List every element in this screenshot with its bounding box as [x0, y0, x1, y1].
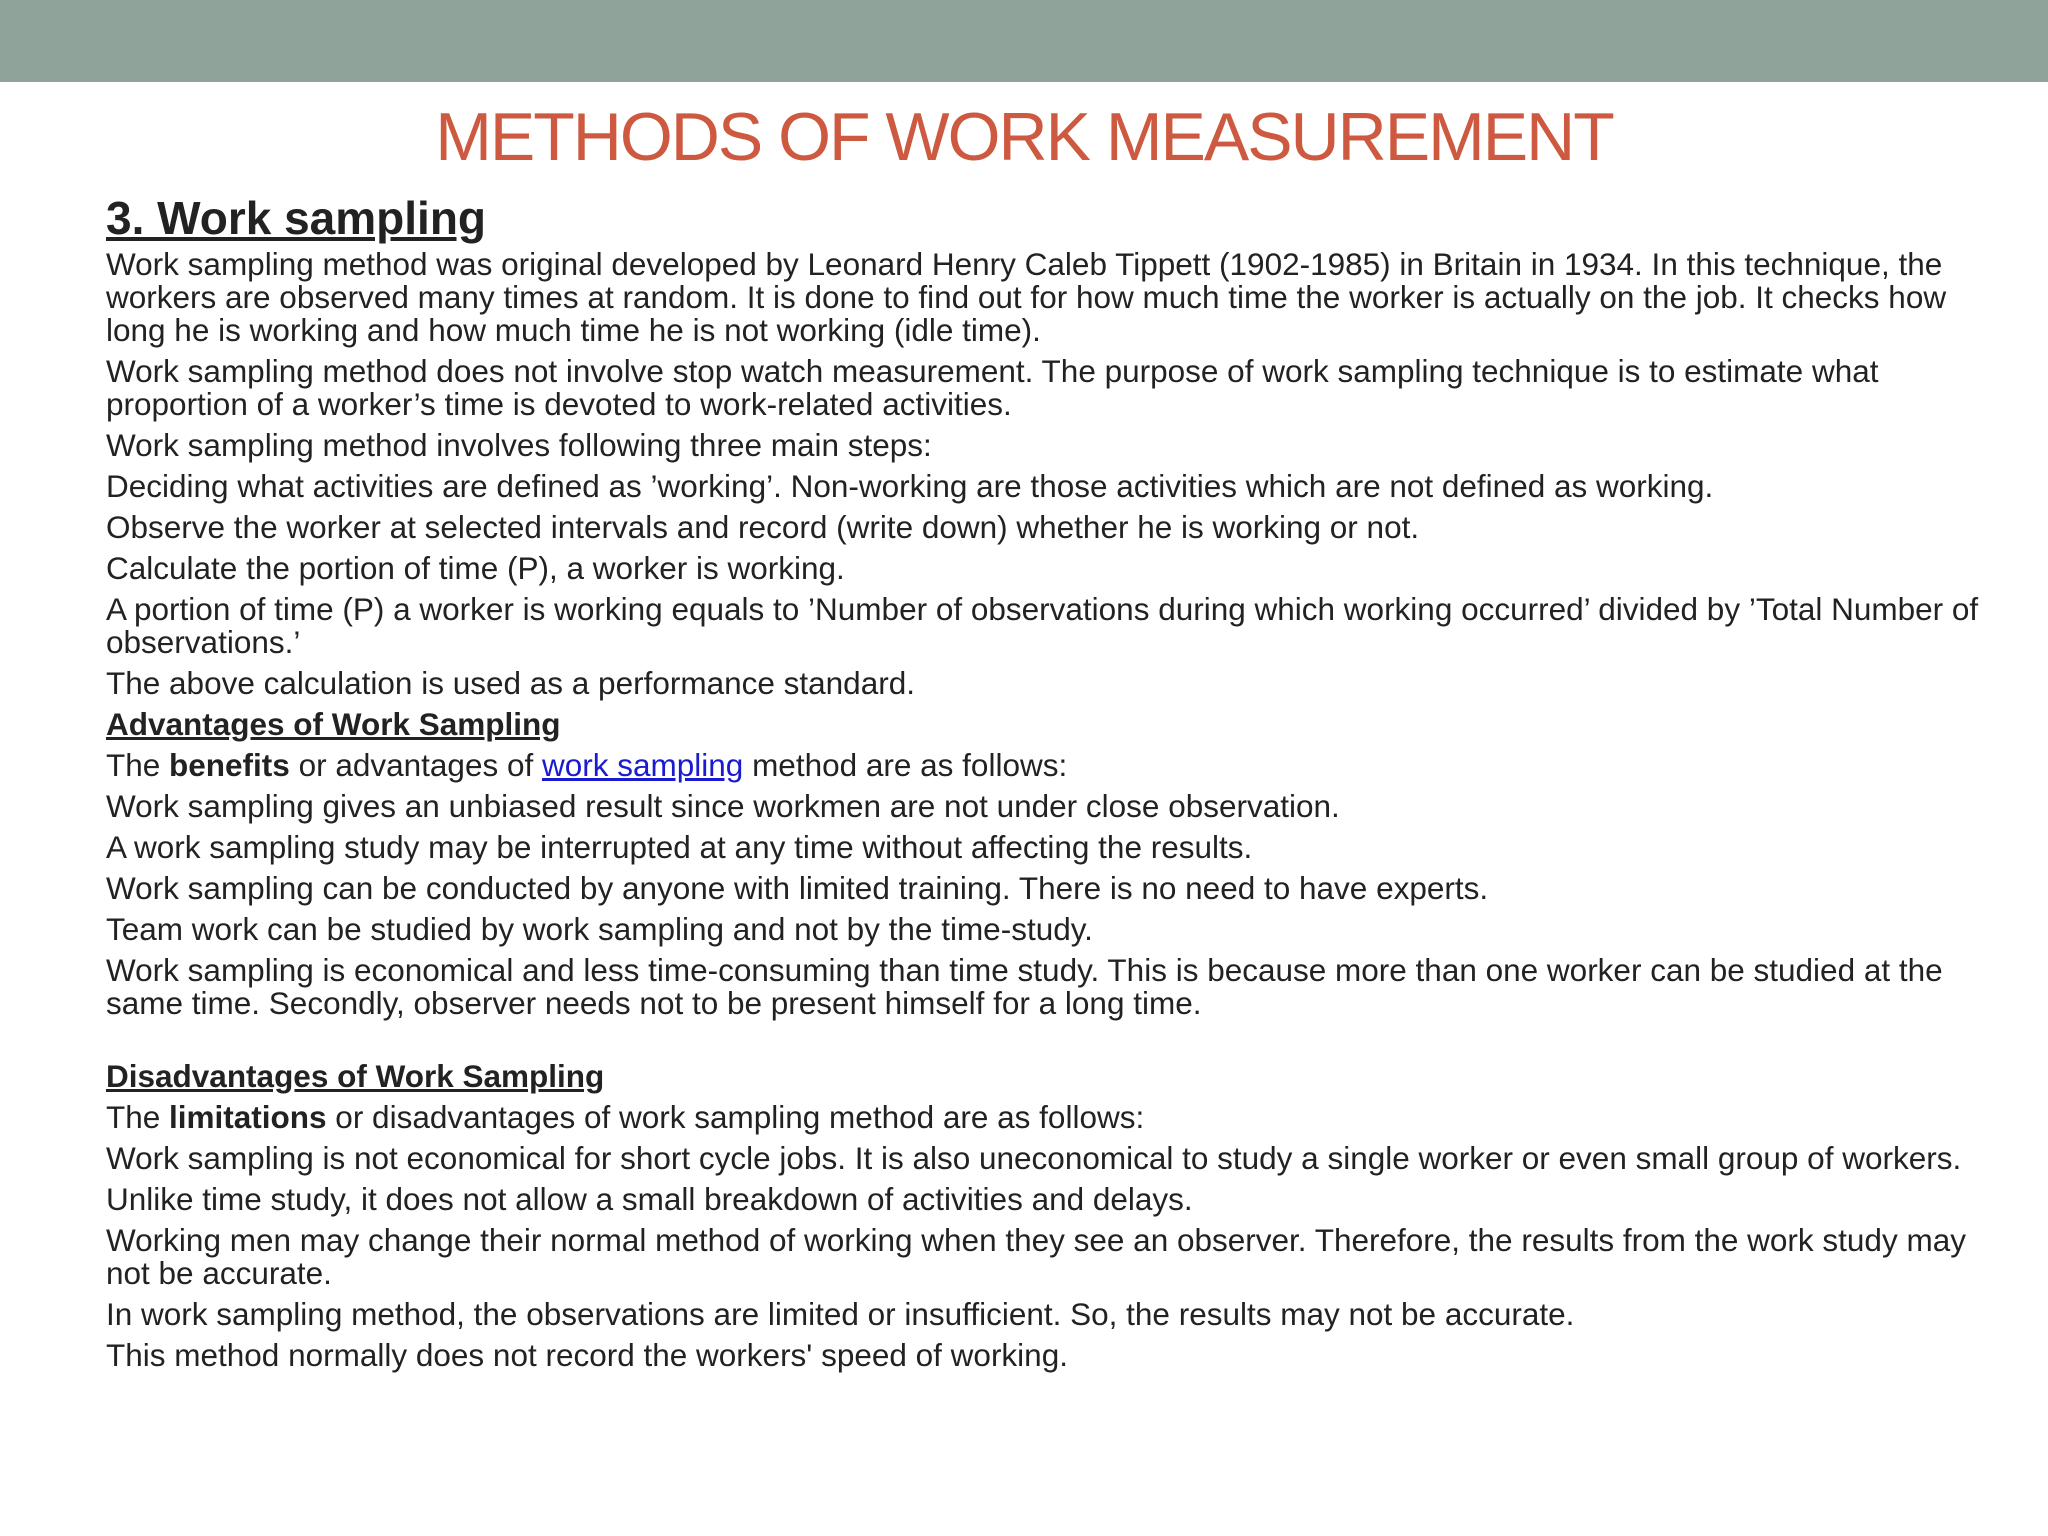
disadvantages-heading: Disadvantages of Work Sampling [106, 1058, 605, 1094]
disadvantages-intro-suffix: or disadvantages of work sampling method are as follows: [326, 1099, 1145, 1135]
advantage-item-1: Work sampling gives an unbiased result since workmen are not under close observation. [106, 788, 1340, 824]
disadvantage-item-1: Work sampling is not economical for short cycle jobs. It is also uneconomical to study a single worker or even small group of workers. [106, 1140, 1962, 1176]
disadvantage-item-5: This method normally does not record the workers' speed of working. [106, 1337, 1068, 1373]
advantage-item-4: Team work can be studied by work sampling and not by the time-study. [106, 911, 1093, 947]
intro-paragraph-2: Work sampling method does not involve stop watch measurement. The purpose of work sampling technique is to estimate what proportion of a worker’s time is devoted to work-related activities. [106, 353, 1879, 422]
advantages-heading: Advantages of Work Sampling [106, 706, 561, 742]
advantage-item-2: A work sampling study may be interrupted at any time without affecting the results. [106, 829, 1253, 865]
disadvantage-item-4: In work sampling method, the observations are limited or insufficient. So, the results may not be accurate. [106, 1296, 1575, 1332]
disadvantages-intro-bold: limitations [169, 1099, 327, 1135]
step-1: Deciding what activities are defined as ’working’. Non-working are those activities which are not defined as working. [106, 468, 1714, 504]
formula-paragraph: A portion of time (P) a worker is working equals to ’Number of observations during which working occurred’ divided by ’Total Number of observations.’ [106, 591, 1979, 660]
performance-standard-paragraph: The above calculation is used as a performance standard. [106, 665, 915, 701]
intro-paragraph-3: Work sampling method involves following three main steps: [106, 427, 932, 463]
advantage-item-5: Work sampling is economical and less time-consuming than time study. This is because more than one worker can be studied at the same time. Secondly, observer needs not to be present himself for a long time. [106, 952, 1943, 1021]
section-heading: 3. Work sampling [106, 192, 487, 244]
intro-paragraph-1: Work sampling method was original developed by Leonard Henry Caleb Tippett (1902-1985) in Britain in 1934. In this technique, the workers are observed many times at random. It is done to find out for how much time the worker is actually on the job. It checks how long he is working and how much time he is not working (idle time). [106, 246, 1947, 348]
slide-title: METHODS OF WORK MEASUREMENT [435, 99, 1613, 175]
advantages-intro [106, 749, 1986, 782]
section-spacer [106, 1028, 1986, 1060]
top-banner [0, 0, 2048, 82]
disadvantages-intro-prefix: The [106, 1099, 170, 1135]
disadvantage-item-2: Unlike time study, it does not allow a small breakdown of activities and delays. [106, 1181, 1193, 1217]
work-sampling-link[interactable]: work sampling [541, 747, 744, 783]
slide-content [106, 190, 1986, 1380]
step-2: Observe the worker at selected intervals and record (write down) whether he is working or not. [106, 509, 1420, 545]
advantages-intro-middle: or advantages of [289, 747, 542, 783]
step-3: Calculate the portion of time (P), a worker is working. [106, 550, 845, 586]
disadvantage-item-3: Working men may change their normal method of working when they see an observer. Therefore, the results from the work study may not be accurate. [106, 1222, 1966, 1291]
advantages-intro-suffix: method are as follows: [743, 747, 1068, 783]
disadvantages-intro [106, 1101, 1986, 1134]
advantages-intro-bold: benefits [169, 747, 290, 783]
advantage-item-3: Work sampling can be conducted by anyone with limited training. There is no need to have experts. [106, 870, 1489, 906]
advantages-intro-prefix: The [106, 747, 170, 783]
